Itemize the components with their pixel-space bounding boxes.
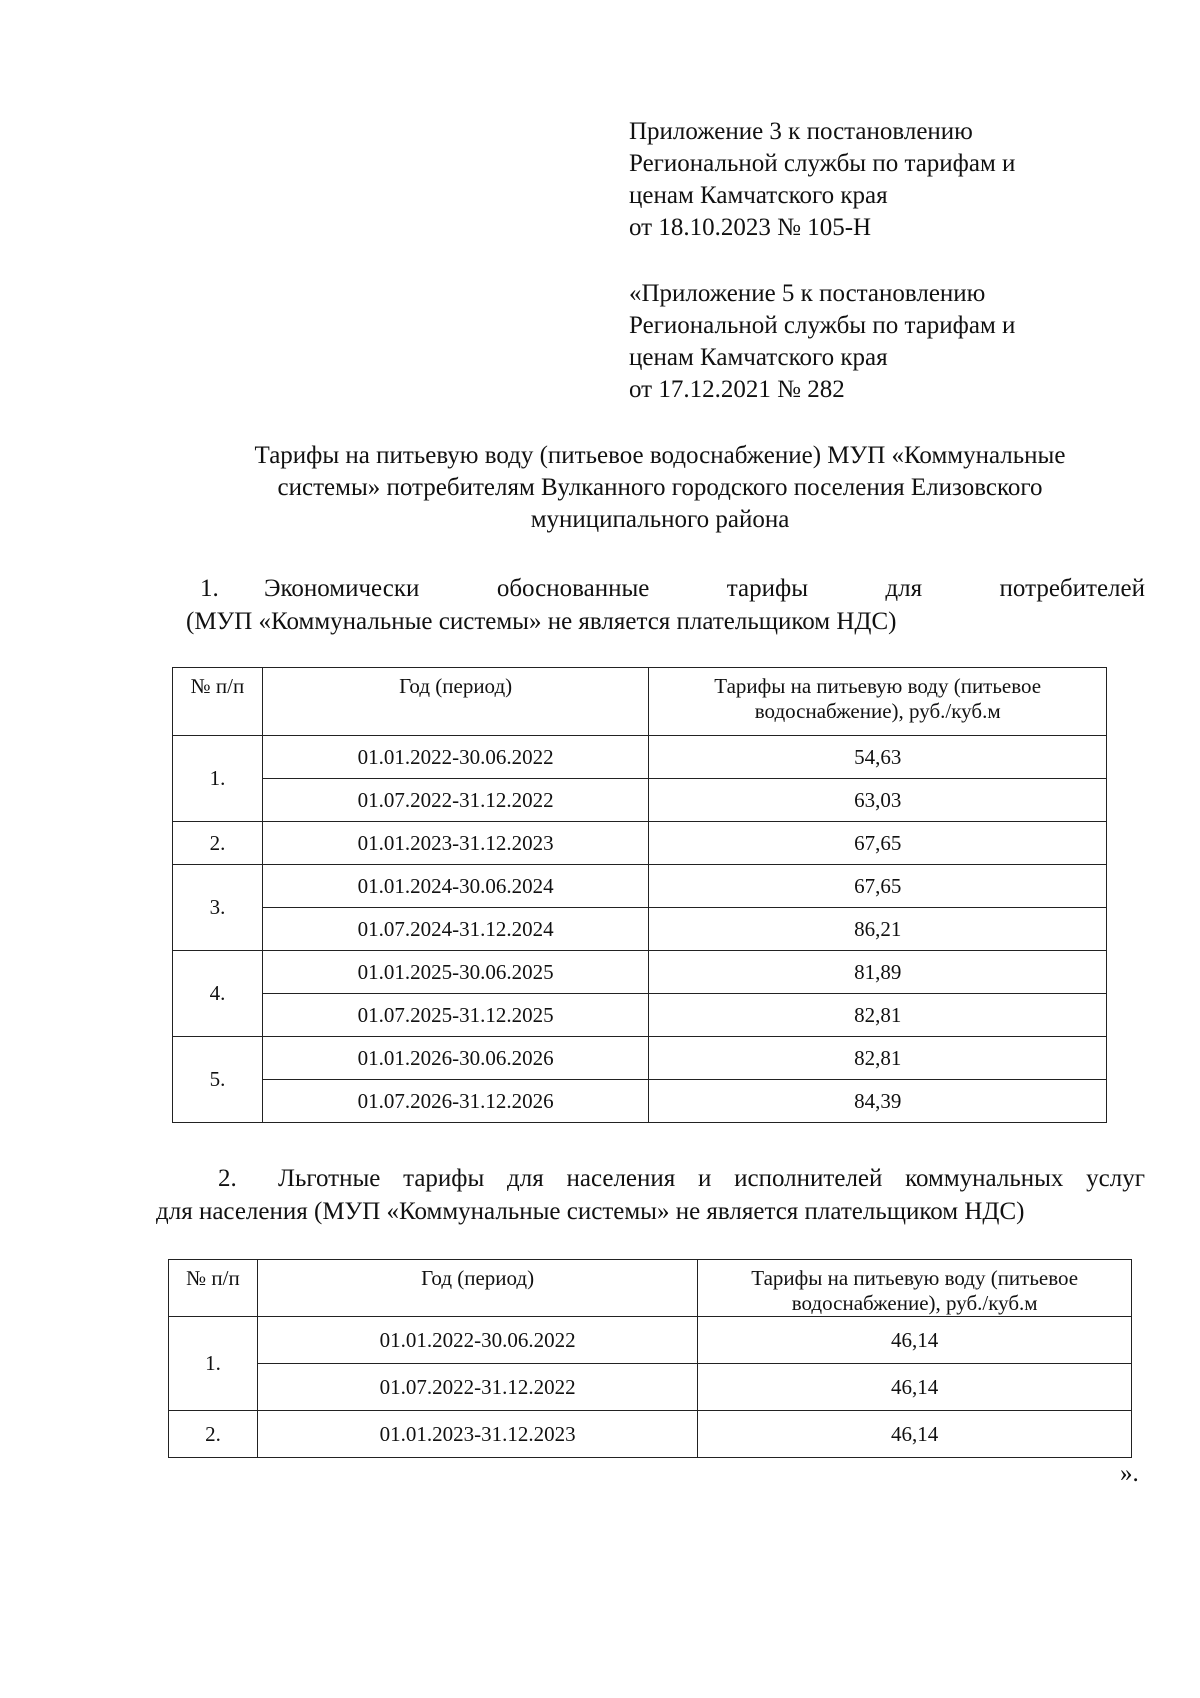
section-1-heading bbox=[186, 572, 1145, 638]
row-number-cell: 3. bbox=[173, 865, 263, 951]
table-header-row bbox=[173, 668, 1107, 736]
column-header: Тарифы на питьевую воду (питьевое водоснабжение), руб./куб.м bbox=[649, 668, 1107, 736]
column-header: Год (период) bbox=[262, 668, 649, 736]
annex-line: от 18.10.2023 № 105-Н bbox=[629, 214, 872, 241]
period-cell: 01.07.2022-31.12.2022 bbox=[262, 779, 649, 822]
table-row bbox=[173, 994, 1107, 1037]
tariff-cell: 84,39 bbox=[649, 1080, 1107, 1123]
period-cell: 01.07.2025-31.12.2025 bbox=[262, 994, 649, 1037]
period-cell: 01.01.2026-30.06.2026 bbox=[262, 1037, 649, 1080]
table-row bbox=[173, 951, 1107, 994]
title-line: муниципального района bbox=[530, 506, 790, 533]
tariff-cell: 67,65 bbox=[649, 822, 1107, 865]
section-2-heading bbox=[156, 1162, 1145, 1228]
column-header: Тарифы на питьевую воду (питьевое водоснабжение), руб./куб.м bbox=[698, 1260, 1132, 1317]
annex-line: Региональной службы по тарифам и bbox=[629, 150, 1016, 177]
table-row bbox=[169, 1317, 1132, 1364]
table-row bbox=[169, 1364, 1132, 1411]
economic-tariffs-table bbox=[172, 667, 1107, 1123]
row-number-cell: 5. bbox=[173, 1037, 263, 1123]
table-row bbox=[173, 779, 1107, 822]
row-number-cell: 4. bbox=[173, 951, 263, 1037]
annex-line: «Приложение 5 к постановлению bbox=[629, 280, 986, 307]
title-line: системы» потребителям Вулканного городского поселения Елизовского bbox=[277, 474, 1043, 501]
table-row bbox=[169, 1411, 1132, 1458]
period-cell: 01.01.2022-30.06.2022 bbox=[262, 736, 649, 779]
annex-current-reference bbox=[629, 116, 1015, 244]
annex-line: от 17.12.2021 № 282 bbox=[629, 376, 845, 403]
period-cell: 01.01.2025-30.06.2025 bbox=[262, 951, 649, 994]
table-row bbox=[173, 736, 1107, 779]
section-heading-line-2: (МУП «Коммунальные системы» не является плательщиком НДС) bbox=[186, 608, 897, 635]
preferential-tariffs-table bbox=[168, 1259, 1132, 1458]
tariff-cell: 82,81 bbox=[649, 994, 1107, 1037]
tariff-cell: 81,89 bbox=[649, 951, 1107, 994]
document-title bbox=[180, 440, 1140, 536]
tariff-cell: 63,03 bbox=[649, 779, 1107, 822]
row-number-cell: 1. bbox=[173, 736, 263, 822]
tariff-cell: 86,21 bbox=[649, 908, 1107, 951]
section-heading-line-2: для населения (МУП «Коммунальные системы» не является плательщиком НДС) bbox=[156, 1198, 1025, 1225]
annex-previous-reference bbox=[629, 278, 1015, 406]
period-cell: 01.01.2022-30.06.2022 bbox=[257, 1317, 697, 1364]
annex-line: Приложение 3 к постановлению bbox=[629, 118, 973, 145]
section-number: 2. bbox=[218, 1165, 237, 1192]
section-heading-line-1: Льготные тарифы для населения и исполнителей коммунальных услуг bbox=[278, 1165, 1145, 1192]
section-number: 1. bbox=[200, 575, 219, 602]
column-header: № п/п bbox=[173, 668, 263, 736]
column-header: Год (период) bbox=[257, 1260, 697, 1317]
period-cell: 01.07.2022-31.12.2022 bbox=[257, 1364, 697, 1411]
period-cell: 01.07.2026-31.12.2026 bbox=[262, 1080, 649, 1123]
section-heading-line-1: Экономически обоснованные тарифы для потребителей bbox=[264, 575, 1145, 602]
period-cell: 01.07.2024-31.12.2024 bbox=[262, 908, 649, 951]
tariff-cell: 46,14 bbox=[698, 1317, 1132, 1364]
row-number-cell: 2. bbox=[169, 1411, 258, 1458]
row-number-cell: 1. bbox=[169, 1317, 258, 1411]
period-cell: 01.01.2023-31.12.2023 bbox=[262, 822, 649, 865]
period-cell: 01.01.2023-31.12.2023 bbox=[257, 1411, 697, 1458]
table-row bbox=[173, 865, 1107, 908]
table-header-row bbox=[169, 1260, 1132, 1317]
annex-line: ценам Камчатского края bbox=[629, 344, 888, 371]
annex-line: ценам Камчатского края bbox=[629, 182, 888, 209]
tariff-cell: 46,14 bbox=[698, 1411, 1132, 1458]
closing-quote-mark: ». bbox=[1120, 1460, 1139, 1487]
tariff-cell: 82,81 bbox=[649, 1037, 1107, 1080]
period-cell: 01.01.2024-30.06.2024 bbox=[262, 865, 649, 908]
table-row bbox=[173, 908, 1107, 951]
title-line: Тарифы на питьевую воду (питьевое водоснабжение) МУП «Коммунальные bbox=[254, 442, 1066, 469]
table-row bbox=[173, 1037, 1107, 1080]
table-row bbox=[173, 1080, 1107, 1123]
table-row bbox=[173, 822, 1107, 865]
tariff-cell: 46,14 bbox=[698, 1364, 1132, 1411]
annex-line: Региональной службы по тарифам и bbox=[629, 312, 1016, 339]
tariff-cell: 54,63 bbox=[649, 736, 1107, 779]
tariff-cell: 67,65 bbox=[649, 865, 1107, 908]
column-header: № п/п bbox=[169, 1260, 258, 1317]
row-number-cell: 2. bbox=[173, 822, 263, 865]
